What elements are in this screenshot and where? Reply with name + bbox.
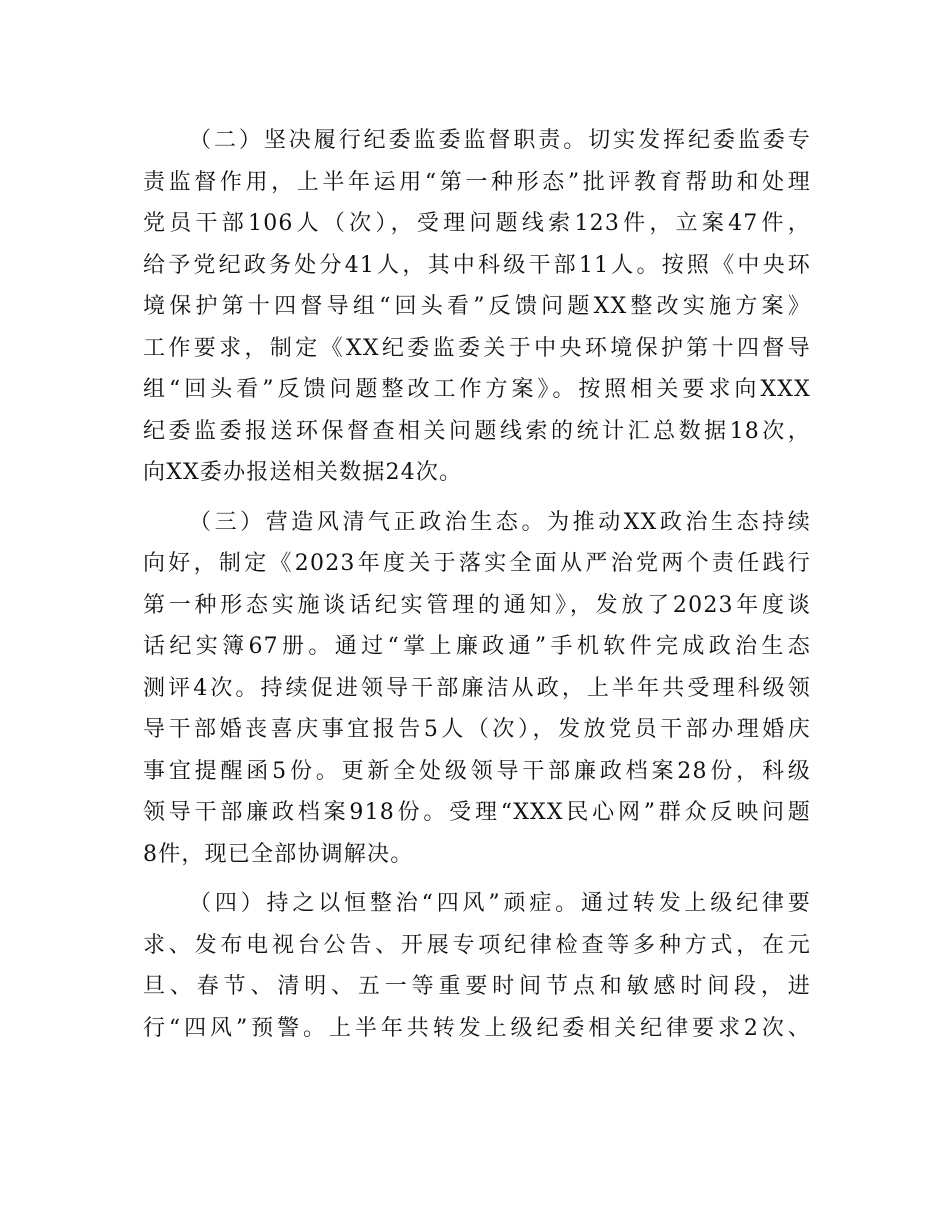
paragraph-four-winds	[143, 883, 811, 1049]
text-line: 行“四风”预警。上半年共转发上级纪委相关纪律要求2次、	[143, 1015, 811, 1041]
text-line: 第一种形态实施谈话纪实管理的通知》，发放了2023年度谈	[143, 592, 811, 618]
text-line: 党员干部106人（次），受理问题线索123件，立案47件，	[143, 211, 811, 236]
text-line: 领导干部廉政档案918份。受理“XXX民心网”群众反映问题	[143, 800, 811, 825]
text-line: 给予党纪政务处分41人，其中科级干部11人。按照《中央环	[143, 252, 811, 278]
document-body	[143, 120, 811, 1057]
paragraph-political-ecology	[143, 502, 811, 876]
text-line: 旦、春节、清明、五一等重要时间节点和敏感时间段，进	[143, 974, 811, 999]
text-line: （二）坚决履行纪委监委监督职责。切实发挥纪委监委专	[189, 128, 811, 153]
text-line: （三）营造风清气正政治生态。为推动XX政治生态持续	[189, 509, 811, 535]
text-line: 8件，现已全部协调解决。	[143, 841, 414, 867]
text-line: 话纪实簿67册。通过“掌上廉政通”手机软件完成政治生态	[143, 634, 811, 659]
text-line: 工作要求，制定《XX纪委监委关于中央环境保护第十四督导	[143, 335, 811, 361]
text-line: 事宜提醒函5份。更新全处级领导干部廉政档案28份，科级	[143, 758, 811, 784]
text-line: 向XX委办报送相关数据24次。	[143, 460, 463, 485]
text-line: （四）持之以恒整治“四风”顽症。通过转发上级纪律要	[189, 891, 811, 916]
text-line: 组“回头看”反馈问题整改工作方案》。按照相关要求向XXX	[143, 377, 811, 402]
paragraph-supervision-duties	[143, 120, 811, 494]
text-line: 纪委监委报送环保督查相关问题线索的统计汇总数据18次，	[143, 418, 811, 444]
text-line: 导干部婚丧喜庆事宜报告5人（次），发放党员干部办理婚庆	[143, 717, 811, 742]
text-line: 责监督作用，上半年运用“第一种形态”批评教育帮助和处理	[143, 169, 811, 195]
text-line: 测评4次。持续促进领导干部廉洁从政，上半年共受理科级领	[143, 675, 811, 701]
text-line: 向好，制定《2023年度关于落实全面从严治党两个责任践行	[143, 551, 811, 576]
text-line: 求、发布电视台公告、开展专项纪律检查等多种方式，在元	[143, 932, 811, 958]
text-line: 境保护第十四督导组“回头看”反馈问题XX整改实施方案》	[143, 294, 811, 319]
